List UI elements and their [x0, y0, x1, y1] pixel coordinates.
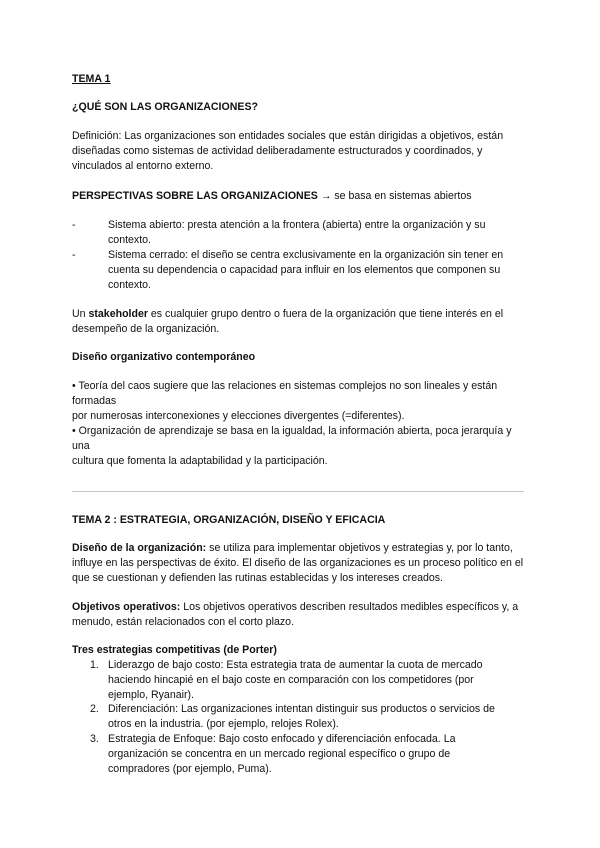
dash-marker: -	[72, 249, 76, 261]
list-item	[90, 732, 512, 778]
perspectives-line	[72, 189, 530, 204]
list-item	[72, 248, 512, 294]
perspectives-suffix: → se basa en sistemas abiertos	[320, 190, 472, 202]
number-marker: 1.	[90, 659, 99, 671]
tema1-heading: TEMA 1	[72, 73, 111, 85]
perspectives-title: PERSPECTIVAS SOBRE LAS ORGANIZACIONES	[72, 190, 318, 202]
dash-marker: -	[72, 219, 76, 231]
chaos-line-1: • Teoría del caos sugiere que las relaciones en sistemas complejos no son lineales y están formadas	[72, 380, 498, 408]
list-item	[90, 658, 512, 704]
learning-line-2: cultura que fomenta la adaptabilidad y la participación.	[72, 455, 328, 467]
contemporary-title: Diseño organizativo contemporáneo	[72, 351, 256, 363]
section-divider	[72, 491, 524, 492]
objectives-text: Los objetivos operativos describen resultados medibles específicos y, a menudo, están relacionados con el corto plazo.	[72, 601, 519, 629]
stakeholder-paragraph	[72, 307, 530, 337]
number-marker: 2.	[90, 703, 99, 715]
stakeholder-pre: Un	[72, 308, 89, 320]
list-item	[72, 218, 512, 248]
objectives-term: Objetivos operativos:	[72, 601, 181, 613]
strategy-text: Estrategia de Enfoque: Bajo costo enfocado y diferenciación enfocada. La organización se concentra en un mercado regional específico o grupo de compradores (por ejemplo, Puma).	[108, 733, 456, 776]
question-heading: ¿QUÉ SON LAS ORGANIZACIONES?	[72, 101, 258, 113]
tema2-heading: TEMA 2 : ESTRATEGIA, ORGANIZACIÓN, DISEÑO Y EFICACIA	[72, 514, 386, 526]
strategy-text: Diferenciación: Las organizaciones intentan distinguir sus productos o servicios de otros en la industria. (por ejemplo, relojes Rolex).	[108, 703, 495, 731]
objectives-paragraph	[72, 600, 530, 630]
definition-paragraph: Definición: Las organizaciones son entidades sociales que están dirigidas a objetivos, están diseñadas como sistemas de actividad deliberadamente estructurados y coordinados, y vinculados al entorno externo.	[72, 130, 504, 173]
open-system-text: Sistema abierto: presta atención a la frontera (abierta) entre la organización y su contexto.	[108, 219, 486, 247]
chaos-line-2: por numerosas interconexiones y elecciones divergentes (=diferentes).	[72, 410, 405, 422]
design-term: Diseño de la organización:	[72, 542, 207, 554]
number-marker: 3.	[90, 733, 99, 745]
stakeholder-term: stakeholder	[88, 308, 148, 320]
design-paragraph	[72, 541, 530, 587]
list-item	[90, 702, 512, 732]
closed-system-text: Sistema cerrado: el diseño se centra exclusivamente en la organización sin tener en cuenta su dependencia o capacidad para influir en los elementos que componen su contexto.	[108, 249, 504, 292]
design-text: se utiliza para implementar objetivos y estrategias y, por lo tanto, influye en las perspectivas de éxito. El diseño de las organizaciones es un proceso político en el que se cuestionan y defienden las rutinas establecidas y los intereses creados.	[72, 542, 524, 585]
strategies-title: Tres estrategias competitivas (de Porter)	[72, 644, 277, 656]
stakeholder-post: es cualquier grupo dentro o fuera de la organización que tiene interés en el desempeño de la organización.	[72, 308, 504, 336]
strategy-text: Liderazgo de bajo costo: Esta estrategia trata de aumentar la cuota de mercado haciendo hincapié en el bajo coste en comparación con los competidores (por ejemplo, Ryanair).	[108, 659, 483, 702]
learning-line-1: • Organización de aprendizaje se basa en la igualdad, la información abierta, poca jerarquía y una	[72, 425, 512, 453]
